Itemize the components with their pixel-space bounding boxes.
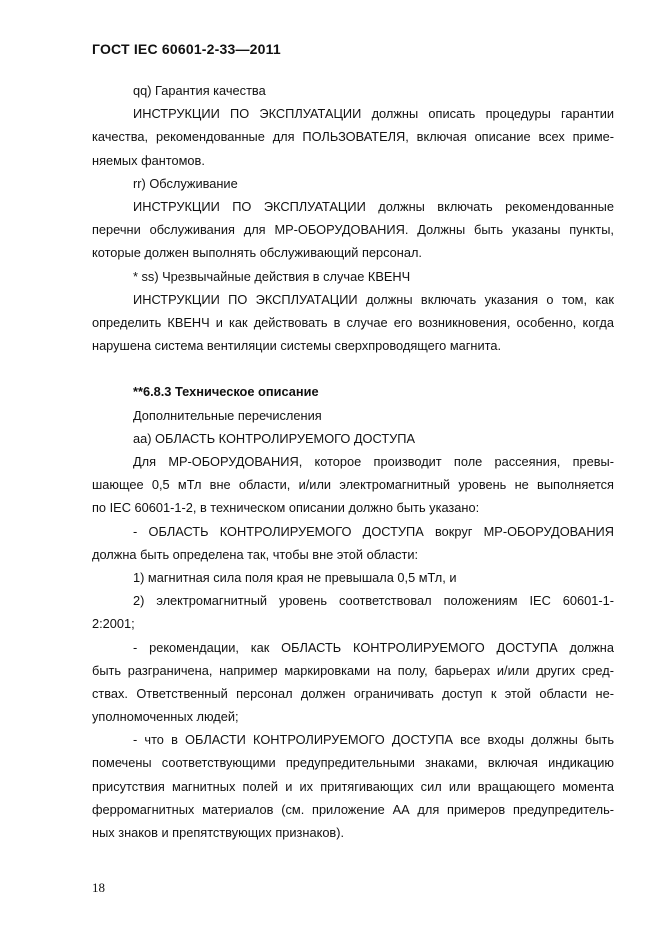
paragraph-line: - что в ОБЛАСТИ КОНТРОЛИРУЕМОГО ДОСТУПА все входы должны быть (133, 732, 614, 748)
item-ss-heading: * ss) Чрезвычайные действия в случае КВЕНЧ (133, 268, 411, 284)
section-subheading: Дополнительные перечисления (133, 407, 322, 423)
paragraph-line: няемых фантомов. (92, 152, 205, 168)
paragraph-line: 2:2001; (92, 616, 135, 632)
document-header: ГОСТ IEC 60601-2-33—2011 (92, 41, 281, 57)
section-heading: **6.8.3 Техническое описание (133, 384, 319, 400)
paragraph-line: по IEC 60601-1-2, в техническом описании должно быть указано: (92, 500, 480, 516)
spacer (92, 357, 614, 380)
paragraph-line: помечены соответствующими предупредительными знаками, включая индикацию (92, 755, 614, 771)
paragraph-line: ных знаков и препятствующих признаков). (92, 825, 345, 840)
paragraph-line: ИНСТРУКЦИИ ПО ЭКСПЛУАТАЦИИ должны включать указания о том, как (133, 291, 614, 307)
paragraph-line: должна быть определена так, чтобы вне этой области: (92, 546, 419, 562)
paragraph-line: которые должен выполнять обслуживающий персонал. (92, 245, 422, 261)
document-body (92, 79, 614, 844)
paragraph-line: нарушена система вентиляции системы сверхпроводящего магнита. (92, 338, 502, 354)
item-qq-heading: qq) Гарантия качества (133, 83, 266, 98)
paragraph-line: присутствия магнитных полей и их притягивающих сил или вращающего момента (92, 778, 614, 794)
item-aa-heading: аа) ОБЛАСТЬ КОНТРОЛИРУЕМОГО ДОСТУПА (133, 430, 415, 446)
numbered-item-1: 1) магнитная сила поля края не превышала 0,5 мТл, и (133, 569, 457, 585)
paragraph-line: Для МР-ОБОРУДОВАНИЯ, которое производит поле рассеяния, превы- (133, 454, 614, 469)
item-rr-heading: rr) Обслуживание (133, 175, 238, 191)
paragraph-line: ИНСТРУКЦИИ ПО ЭКСПЛУАТАЦИИ должны включать рекомендованные (133, 198, 614, 214)
paragraph-line: перечни обслуживания для МР-ОБОРУДОВАНИЯ. Должны быть указаны пункты, (92, 222, 614, 238)
numbered-item-2: 2) электромагнитный уровень соответствовал положениям IEC 60601-1- (133, 593, 614, 609)
paragraph-line: ИНСТРУКЦИИ ПО ЭКСПЛУАТАЦИИ должны описать процедуры гарантии (133, 106, 614, 122)
paragraph-line: уполномоченных людей; (92, 709, 239, 725)
paragraph-line: качества, рекомендованные для ПОЛЬЗОВАТЕЛЯ, включая описание всех приме- (92, 129, 614, 145)
paragraph-line: ферромагнитных материалов (см. приложение АА для примеров предупредитель- (92, 801, 614, 817)
paragraph-line: быть разграничена, например маркировками на полу, барьерах и/или других сред- (92, 662, 614, 678)
paragraph-line: шающее 0,5 мТл вне области, и/или электромагнитный уровень не выполняется (92, 477, 614, 493)
paragraph-line: - ОБЛАСТЬ КОНТРОЛИРУЕМОГО ДОСТУПА вокруг МР-ОБОРУДОВАНИЯ (133, 523, 614, 539)
paragraph-line: - рекомендации, как ОБЛАСТЬ КОНТРОЛИРУЕМОГО ДОСТУПА должна (133, 639, 614, 655)
paragraph-line: ствах. Ответственный персонал должен ограничивать доступ к этой области не- (92, 685, 614, 701)
paragraph-line: определить КВЕНЧ и как действовать в случае его возникновения, особенно, когда (92, 314, 614, 330)
page-number: 18 (92, 880, 105, 895)
